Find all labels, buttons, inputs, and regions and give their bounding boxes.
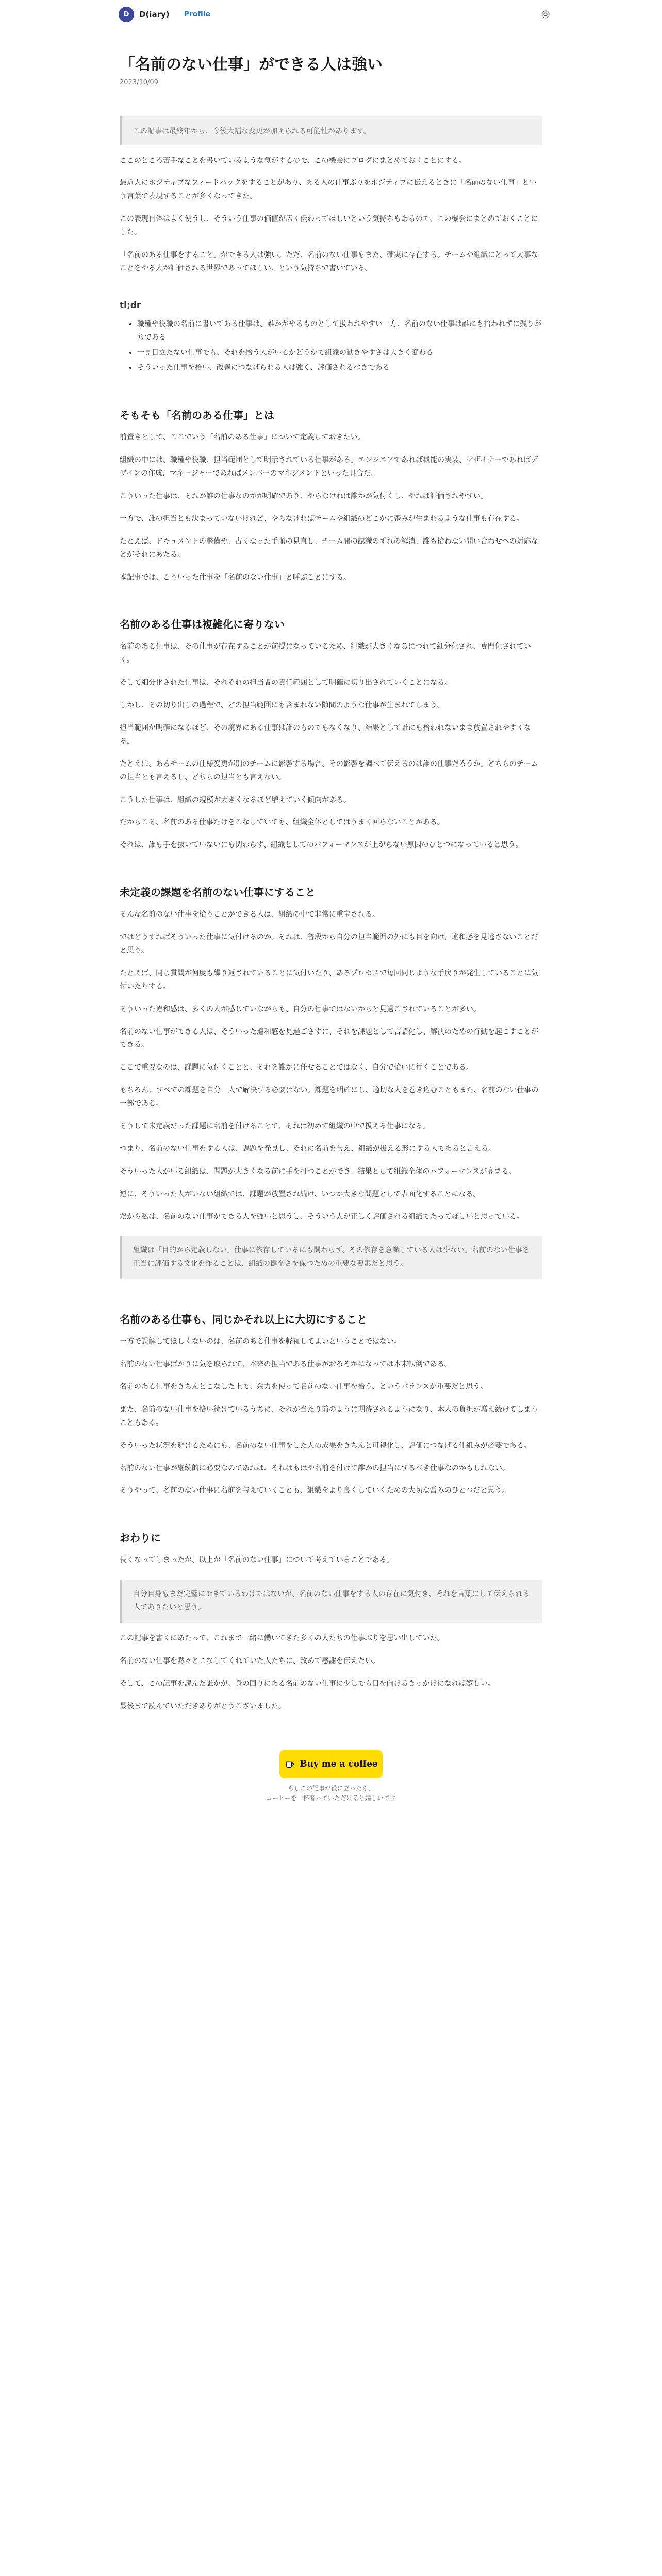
paragraph: そして、この記事を読んだ誰かが、身の回りにある名前のない仕事に少しでも目を向けるきっかけになれば嬉しい。 [120,1679,495,1688]
tldr-list [120,318,542,376]
paragraph: 名前のない仕事が継続的に必要なのであれば、それはもはや名前を付けて誰かの担当にするべき仕事なのかもしれない。 [120,1464,509,1472]
paragraph: そんな名前のない仕事を拾うことができる人は、組織の中で非常に重宝される。 [120,910,379,919]
paragraph: たとえば、あるチームの仕様変更が別のチームに影響する場合、その影響を調べて伝えるのは誰の仕事だろうか。どちらのチームの担当とも言えるし、どちらの担当とも言えない。 [120,759,538,782]
list-item: • そういった仕事を拾い、改善につなげられる人は強く、評価されるべきである [137,362,542,375]
paragraph: だから私は、名前のない仕事ができる人を強いと思うし、そういう人が正しく評価される組織であってほしいと思っている。 [120,1212,524,1221]
paragraph: この記事を書くにあたって、これまで一緒に働いてきた多くの人たちの仕事ぶりを思い出していた。 [120,1634,444,1643]
paragraph: ここで重要なのは、課題に気付くことと、それを誰かに任せることではなく、自分で拾いに行くことである。 [120,1063,473,1072]
paragraph: 本記事では、こういった仕事を「名前のない仕事」と呼ぶことにする。 [120,573,351,582]
profile-link[interactable]: Profile [184,10,211,19]
paragraph: 逆に、そういった人がいない組織では、課題が放置され続け、いつか大きな問題として表面化することになる。 [120,1190,481,1198]
paragraph: 「名前のある仕事をすること」ができる人は強い。ただ、名前のない仕事もまた、確実に存在する。チームや組織にとって大事なことをやる人が評価される世界であってほしい、という気持ちで書いている。 [120,250,538,273]
page-title: 「名前のない仕事」ができる人は強い [120,56,383,74]
section-heading: おわりに [120,1532,161,1545]
tldr-heading: tl;dr [120,300,141,311]
quote-box: 自分自身もまだ完璧にできているわけではないが、名前のない仕事をする人の存在に気付き、それを言葉にして伝えられる人でありたいと思う。 [120,1580,542,1623]
paragraph: 名前のない仕事ができる人は、そういった違和感を見過ごさずに、それを課題として言語化し、解決のための行動を起こすことができる。 [120,1027,538,1049]
coffee-caption-line: もしこの記事が役に立ったら、 [287,1784,374,1792]
section-heading: そもそも「名前のある仕事」とは [120,409,274,422]
site-logo[interactable] [119,7,134,22]
paragraph: 名前のない仕事ばかりに気を取られて、本来の担当である仕事がおろそかになっては本末転倒である。 [120,1360,452,1369]
paragraph: 一方で誤解してほしくないのは、名前のある仕事を軽視してよいということではない。 [120,1337,401,1346]
notice-box: この記事は最終年から、今後大幅な変更が加えられる可能性があります。 [120,116,542,145]
gear-icon[interactable] [540,9,551,20]
top-bar [0,0,662,29]
paragraph: また、名前のない仕事を拾い続けているうちに、それが当たり前のように期待されるようになり、本人の負担が増え続けてしまうこともある。 [120,1405,538,1427]
paragraph: もちろん、すべての課題を自分一人で解決する必要はない。課題を明確にし、適切な人を巻き込むこともまた、名前のない仕事の一部である。 [120,1086,539,1108]
paragraph: 名前のある仕事をきちんとこなした上で、余力を使って名前のない仕事を拾う、というバランスが重要だと思う。 [120,1383,488,1392]
paragraph: こうした仕事は、組織の規模が大きくなるほど増えていく傾向がある。 [120,795,351,804]
coffee-caption [120,1784,542,1803]
paragraph: そうして未定義だった課題に名前を付けることで、それは初めて組織の中で扱える仕事になる。 [120,1122,430,1131]
paragraph: 最後まで読んでいただきありがとうございました。 [120,1702,286,1710]
list-item: • 一見目立たない仕事でも、それを拾う人がいるかどうかで組織の動きやすさは大きく変わる [137,347,542,360]
article-date: 2023/10/09 [120,78,158,87]
coffee-caption-line: コーヒーを一杯奢っていただけると嬉しいです [266,1794,396,1802]
paragraph: たとえば、同じ質問が何度も繰り返されていることに気付いたり、あるプロセスで毎回同じような手戻りが発生していることに気付いたりする。 [120,969,538,991]
paragraph: そういった状況を避けるためにも、名前のない仕事をした人の成果をきちんと可視化し、評価につなげる仕組みが必要である。 [120,1441,531,1450]
section-heading: 名前のある仕事も、同じかそれ以上に大切にすること [120,1313,367,1326]
section-heading: 未定義の課題を名前のない仕事にすること [120,886,316,899]
logo-letter: D [123,10,129,19]
paragraph: そして細分化された仕事は、それぞれの担当者の責任範囲として明確に切り出されていくことになる。 [120,679,452,687]
paragraph: そうやって、名前のない仕事に名前を与えていくことも、組織をより良くしていくための大切な営みのひとつだと思う。 [120,1486,509,1495]
paragraph: この表現自体はよく使うし、そういう仕事の価値が広く伝わってほしいという気持ちもあるので、この機会にまとめておくことにした。 [120,215,538,237]
paragraph: 組織の中には、職種や役職、担当範囲として明示されている仕事がある。エンジニアであれば機能の実装、デザイナーであればデザインの作成、マネージャーであればメンバーのマネジメントといった具合だ。 [120,456,538,478]
paragraph: だからこそ、名前のある仕事だけをこなしていても、組織全体としてはうまく回らないことがある。 [120,818,444,827]
paragraph: 最近人にポジティブなフィードバックをすることがあり、ある人の仕事ぶりをポジティブに伝えるときに「名前のない仕事」という言葉で表現することが多くなってきた。 [120,179,537,201]
paragraph: ではどうすればそういった仕事に気付けるのか。それは、普段から自分の担当範囲の外にも目を向け、違和感を見逃さないことだと思う。 [120,933,538,955]
paragraph: つまり、名前のない仕事をする人は、課題を発見し、それに名前を与え、組織が扱える形にする人であると言える。 [120,1144,495,1153]
coffee-button-label: Buy me a coffee [300,1758,378,1769]
paragraph: たとえば、ドキュメントの整備や、古くなった手順の見直し、チーム間の認識のずれの解消、誰も拾わない問い合わせへの対応などがそれにあたる。 [120,537,538,559]
quote-box: 組織は「目的から定義しない」仕事に依存しているにも関わらず、その依存を意識している人は少ない。名前のない仕事を正当に評価する文化を作ることは、組織の健全さを保つための重要な要素だと思う。 [120,1236,542,1279]
paragraph: 前置きとして、ここでいう「名前のある仕事」について定義しておきたい。 [120,433,365,442]
paragraph: こういった仕事は、それが誰の仕事なのかが明確であり、やらなければ誰かが気付くし、やれば評価されやすい。 [120,492,488,500]
paragraph: それは、誰も手を抜いていないにも関わらず、組織としてのパフォーマンスが上がらない原因のひとつになっていると思う。 [120,841,523,850]
paragraph: そういった人がいる組織は、問題が大きくなる前に手を打つことができ、結果として組織全体のパフォーマンスが高まる。 [120,1167,516,1176]
section-heading: 名前のある仕事は複雑化に寄りない [120,618,285,631]
paragraph: ここのところ苦手なことを書いているような気がするので、この機会にブログにまとめておくことにする。 [120,156,466,165]
paragraph: 名前のある仕事は、その仕事が存在することが前提になっているため、組織が大きくなるにつれて細分化され、専門化されていく。 [120,642,531,665]
paragraph: 担当範囲が明確になるほど、その境界にある仕事は誰のものでもなくなり、結果として誰にも拾われないまま放置されやすくなる。 [120,723,531,745]
buy-me-a-coffee-button[interactable] [279,1750,383,1778]
paragraph: 長くなってしまったが、以上が「名前のない仕事」について考えていることである。 [120,1556,394,1565]
article [120,29,542,1803]
coffee-cup-icon [284,1758,295,1770]
intro [120,155,542,276]
site-name[interactable]: D(iary) [139,10,170,19]
list-item: • 職種や役職の名前に書いてある仕事は、誰かがやるものとして扱われやすい一方、名前のない仕事は誰にも拾われずに残りがちである [137,318,542,345]
paragraph: 名前のない仕事を黙々とこなしてくれていた人たちに、改めて感謝を伝えたい。 [120,1656,379,1665]
paragraph: しかし、その切り出しの過程で、どの担当範囲にも含まれない隙間のような仕事が生まれてしまう。 [120,701,444,710]
paragraph: そういった違和感は、多くの人が感じていながらも、自分の仕事ではないからと見過ごされていることが多い。 [120,1005,481,1013]
paragraph: 一方で、誰の担当とも決まっていないけれど、やらなければチームや組織のどこかに歪みが生まれるような仕事も存在する。 [120,514,524,523]
